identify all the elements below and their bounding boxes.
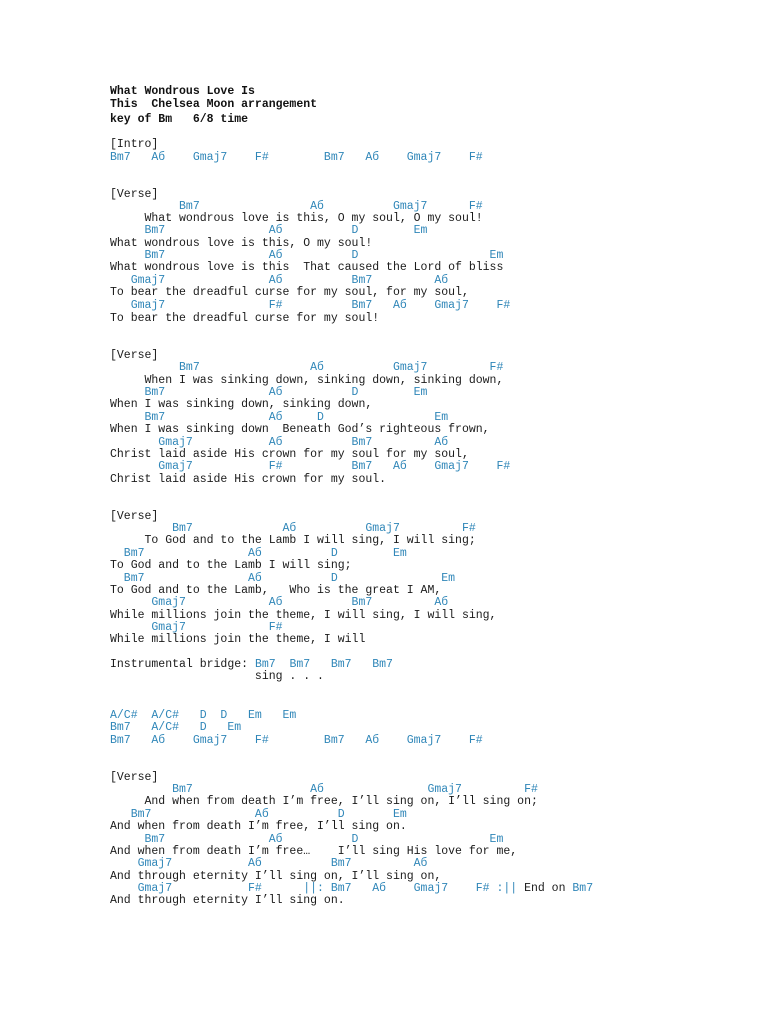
instrumental-bridge-chords: Bm7 Bm7 Bm7 Bm7 xyxy=(254,658,393,671)
verse-2-label: [Verse] xyxy=(110,349,159,362)
verse-3-label: [Verse] xyxy=(110,510,159,523)
verse-3-chord-line: Bm7 Aб Gmaj7 F# xyxy=(110,522,476,535)
verse-4-chord-line: Gmaj7 Aб Bm7 Aб xyxy=(110,857,428,870)
verse-1-lyric-line: To bear the dreadful curse for my soul, for my soul, xyxy=(110,286,469,299)
verse-3-lyric-line: While millions join the theme, I will sing, I will sing, xyxy=(110,609,497,622)
verse-3-chord-line: Gmaj7 Aб Bm7 Aб xyxy=(110,596,449,609)
verse-4-chord-line: Bm7 Aб D Em xyxy=(110,833,504,846)
verse-4-lyric-line: And through eternity I’ll sing on, I’ll sing on, xyxy=(110,870,442,883)
verse-3-lyric-line: To God and to the Lamb, Who is the great I AM, xyxy=(110,584,442,597)
verse-1-lyric-line: To bear the dreadful curse for my soul! xyxy=(110,312,380,325)
verse-3-chord-line: Gmaj7 F# xyxy=(110,621,283,634)
verse-4-label: [Verse] xyxy=(110,771,159,784)
verse-4-lyric-line: And when from death I’m free, I’ll sing on. xyxy=(110,820,407,833)
verse-2-chord-line: Gmaj7 F# Bm7 Aб Gmaj7 F# xyxy=(110,460,511,473)
verse-4-chord-line: Bm7 Aб Gmaj7 F# xyxy=(110,783,538,796)
verse-2-chord-line: Bm7 Aб D Em xyxy=(110,386,428,399)
verse-4-lyric-line: And when from death I’m free, I’ll sing on, I’ll sing on; xyxy=(110,795,538,808)
key-time-line: key of Bm 6/8 time xyxy=(110,113,249,126)
verse-1-lyric-line: What wondrous love is this, O my soul! xyxy=(110,237,373,250)
verse-4-lyric-line: And when from death I’m free… I’ll sing His love for me, xyxy=(110,845,518,858)
verse-2-lyric-line: When I was sinking down Beneath God’s righteous frown, xyxy=(110,423,490,436)
verse-4-chord-line: Bm7 Aб D Em xyxy=(110,808,407,821)
verse-1-chord-line: Bm7 Aб Gmaj7 F# xyxy=(110,200,483,213)
verse-1-chord-line: Gmaj7 F# Bm7 Aб Gmaj7 F# xyxy=(110,299,511,312)
end-on-chord: Bm7 xyxy=(572,882,594,895)
verse-1-chord-line: Bm7 Aб D Em xyxy=(110,249,504,262)
verse-2-lyric-line: When I was sinking down, sinking down, xyxy=(110,398,373,411)
verse-3-chord-line: Bm7 Aб D Em xyxy=(110,547,407,560)
song-title: What Wondrous Love Is xyxy=(110,85,255,98)
interlude-chord-line: Bm7 A/C# D Em xyxy=(110,721,242,734)
verse-3-lyric-line: To God and to the Lamb I will sing; xyxy=(110,559,352,572)
instrumental-bridge-label: Instrumental bridge: xyxy=(110,658,255,671)
verse-4-lyric-line: And through eternity I’ll sing on. xyxy=(110,894,345,907)
arrangement-line: This Chelsea Moon arrangement xyxy=(110,98,318,111)
intro-label: [Intro] xyxy=(110,138,159,151)
verse-1-lyric-line: What wondrous love is this, O my soul, O my soul! xyxy=(110,212,483,225)
final-repeat-chords: Gmaj7 F# ||: Bm7 Aб Gmaj7 F# :|| xyxy=(110,882,525,895)
verse-2-chord-line: Bm7 Aб D Em xyxy=(110,411,449,424)
verse-3-chord-line: Bm7 Aб D Em xyxy=(110,572,456,585)
interlude-chord-line: Bm7 Aб Gmaj7 F# Bm7 Aб Gmaj7 F# xyxy=(110,734,483,747)
verse-3-lyric-line: To God and to the Lamb I will sing, I will sing; xyxy=(110,534,476,547)
verse-2-chord-line: Gmaj7 Aб Bm7 Aб xyxy=(110,436,449,449)
end-on-label: End on xyxy=(524,882,573,895)
instrumental-bridge-lyric: sing . . . xyxy=(110,670,324,683)
intro-chords: Bm7 Aб Gmaj7 F# Bm7 Aб Gmaj7 F# xyxy=(110,151,483,164)
verse-3-lyric-line: While millions join the theme, I will xyxy=(110,633,366,646)
verse-1-label: [Verse] xyxy=(110,188,159,201)
verse-2-lyric-line: Christ laid aside His crown for my soul. xyxy=(110,473,387,486)
verse-2-lyric-line: Christ laid aside His crown for my soul for my soul, xyxy=(110,448,469,461)
verse-2-chord-line: Bm7 Aб Gmaj7 F# xyxy=(110,361,504,374)
interlude-chord-line: A/C# A/C# D D Em Em xyxy=(110,709,297,722)
verse-2-lyric-line: When I was sinking down, sinking down, sinking down, xyxy=(110,374,504,387)
verse-1-lyric-line: What wondrous love is this That caused the Lord of bliss xyxy=(110,261,504,274)
verse-1-chord-line: Gmaj7 Aб Bm7 Aб xyxy=(110,274,449,287)
verse-1-chord-line: Bm7 Aб D Em xyxy=(110,224,428,237)
